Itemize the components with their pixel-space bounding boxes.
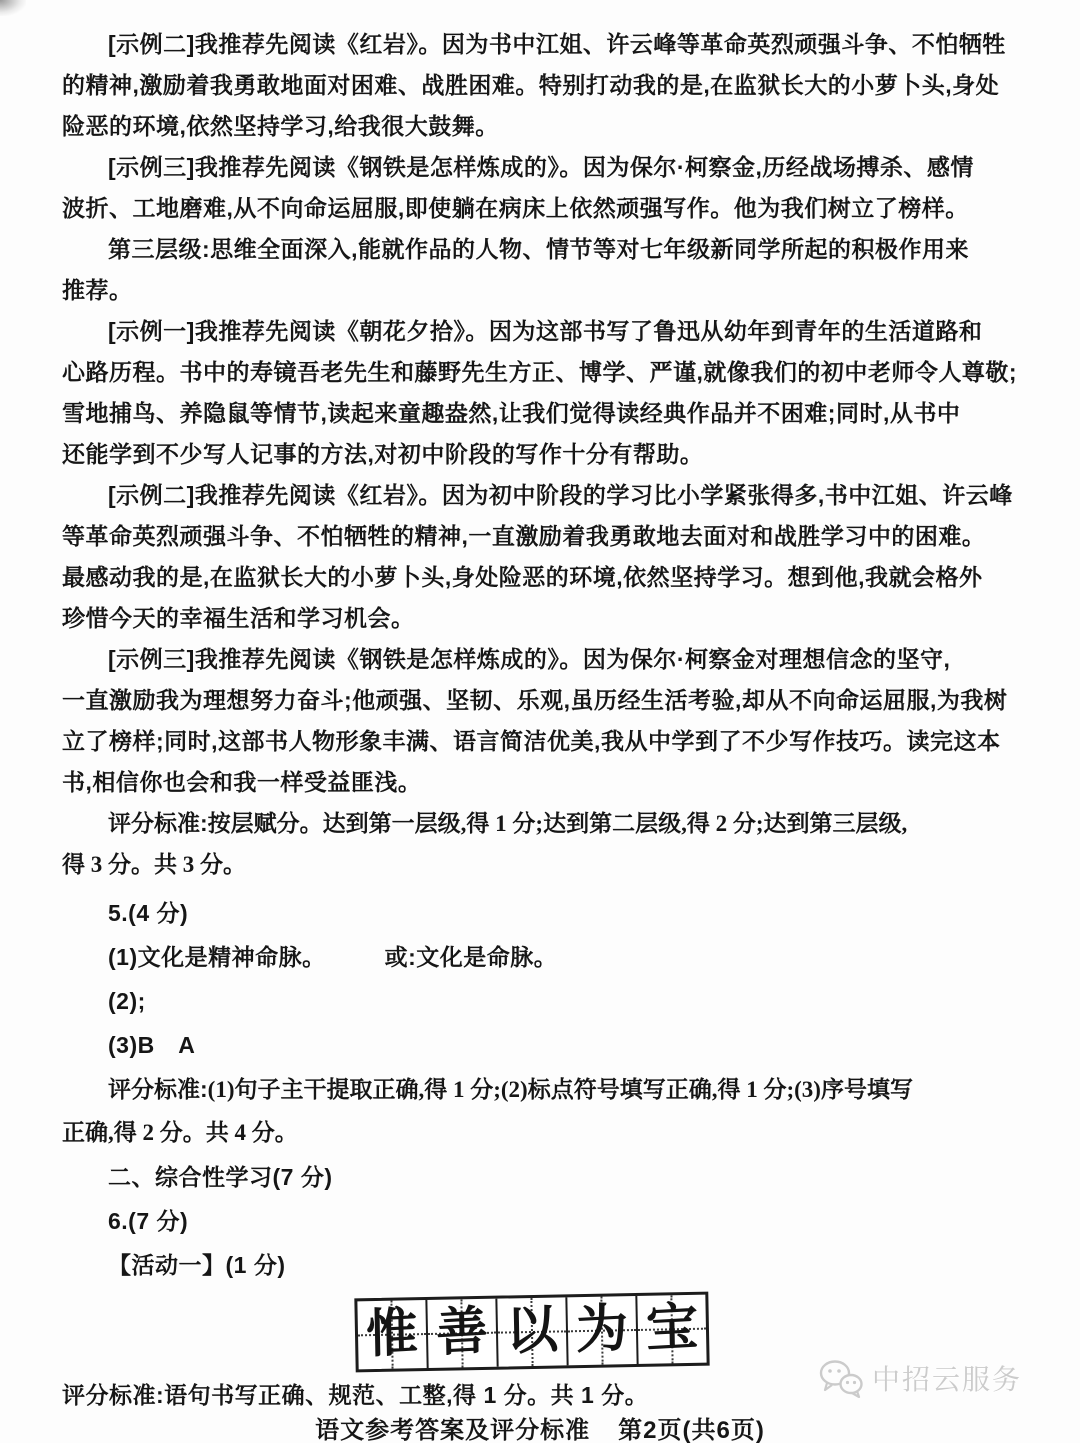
calligraphy-char: 以 <box>505 1301 559 1362</box>
text-line-22: 5.(4 分) <box>108 900 189 926</box>
text-line-23: (1)文化是精神命脉。 或:文化是命脉。 <box>108 944 558 970</box>
text-line-1: [示例二]我推荐先阅读《红岩》。因为书中江姐、许云峰等革命英烈顽强斗争、不怕牺牲 <box>108 31 1006 57</box>
text-line-30: 【活动一】(1 分) <box>108 1252 286 1278</box>
calligraphy-cell <box>637 1295 706 1364</box>
text-line-26: 评分标准:(1)句子主干提取正确,得 1 分;(2)标点符号填写正确,得 1 分;(3)序号填写 <box>108 1076 913 1102</box>
text-line-3: 险恶的环境,依然坚持学习,给我很大鼓舞。 <box>62 113 499 139</box>
scoring-final-text: 语句书写正确、规范、工整,得 1 分。共 1 分。 <box>164 1382 649 1408</box>
text-line-24: (2); <box>108 988 146 1014</box>
calligraphy-char: 善 <box>435 1302 489 1363</box>
text-line-25: (3)B A <box>108 1032 196 1058</box>
calligraphy-cell <box>427 1299 498 1368</box>
text-line-15: 珍惜今天的幸福生活和学习机会。 <box>62 605 415 631</box>
text-line-16: [示例三]我推荐先阅读《钢铁是怎样炼成的》。因为保尔·柯察金对理想信念的坚守, <box>108 646 951 672</box>
text-line-5: 波折、工地磨难,从不向命运屈服,即使躺在病床上依然顽强写作。他为我们树立了榜样。 <box>62 195 969 221</box>
text-line-2: 的精神,激励着我勇敢地面对困难、战胜困难。特别打动我的是,在监狱长大的小萝卜头,身处 <box>62 72 1000 98</box>
text-line-9: 心路历程。书中的寿镜吾老先生和藤野先生方正、博学、严谨,就像我们的初中老师令人尊敬; <box>62 359 1018 385</box>
watermark-label: 中招云服务 <box>871 1364 1022 1395</box>
text-line-18: 立了榜样;同时,这部书人物形象丰满、语言简洁优美,我从中学到了不少写作技巧。读完这本 <box>62 728 1001 754</box>
text-line-13: 等革命英烈顽强斗争、不怕牺牲的精神,一直激励着我勇敢地去面对和战胜学习中的困难。 <box>62 523 986 549</box>
document-lines <box>62 24 1016 1287</box>
footer-doc-title: 语文参考答案及评分标准 <box>315 1417 591 1443</box>
text-line-8: [示例一]我推荐先阅读《朝花夕拾》。因为这部书写了鲁迅从幼年到青年的生活道路和 <box>108 318 983 344</box>
score-label: 评分标准: <box>108 810 208 836</box>
text-line-21: 得 3 分。共 3 分。 <box>62 852 246 877</box>
calligraphy-grid <box>354 1292 709 1373</box>
score-label: 评分标准: <box>108 1076 208 1102</box>
text-line-14: 最感动我的是,在监狱长大的小萝卜头,身处险恶的环境,依然坚持学习。想到他,我就会格外 <box>62 564 983 590</box>
text-line-17: 一直激励我为理想努力奋斗;他顽强、坚韧、乐观,虽历经生活考验,却从不向命运屈服,为我树 <box>62 687 1008 713</box>
calligraphy-cell <box>497 1297 568 1366</box>
calligraphy-cell <box>567 1296 638 1365</box>
calligraphy-cell <box>357 1300 428 1369</box>
text-line-10: 雪地捕鸟、养隐鼠等情节,读起来童趣盎然,让我们觉得读经典作品并不困难;同时,从书中 <box>62 400 961 426</box>
text-line-29: 6.(7 分) <box>108 1208 189 1234</box>
text-line-11: 还能学到不少写人记事的方法,对初中阶段的写作十分有帮助。 <box>62 441 704 467</box>
footer-page-info: 第2页(共6页) <box>618 1417 765 1443</box>
calligraphy-char: 宝 <box>645 1298 699 1359</box>
wechat-icon <box>818 1358 864 1398</box>
calligraphy-char: 为 <box>575 1300 629 1361</box>
text-line-28: 二、综合性学习(7 分) <box>108 1164 333 1190</box>
score-label: 评分标准: <box>62 1382 165 1408</box>
text-line-4: [示例三]我推荐先阅读《钢铁是怎样炼成的》。因为保尔·柯察金,历经战场搏杀、感情 <box>108 154 974 180</box>
watermark <box>818 1358 1022 1398</box>
page-footer <box>0 1410 1080 1443</box>
calligraphy-char: 惟 <box>365 1304 419 1365</box>
text-line-7: 推荐。 <box>62 277 133 303</box>
text-line-27: 正确,得 2 分。共 4 分。 <box>62 1120 298 1145</box>
text-line-6: 第三层级:思维全面深入,能就作品的人物、情节等对七年级新同学所起的积极作用来 <box>108 236 970 262</box>
text-line-12: [示例二]我推荐先阅读《红岩》。因为初中阶段的学习比小学紧张得多,书中江姐、许云峰 <box>108 482 1013 508</box>
text-line-20: 评分标准:按层赋分。达到第一层级,得 1 分;达到第二层级,得 2 分;达到第三层级, <box>108 810 908 836</box>
text-line-19: 书,相信你也会和我一样受益匪浅。 <box>62 769 422 795</box>
